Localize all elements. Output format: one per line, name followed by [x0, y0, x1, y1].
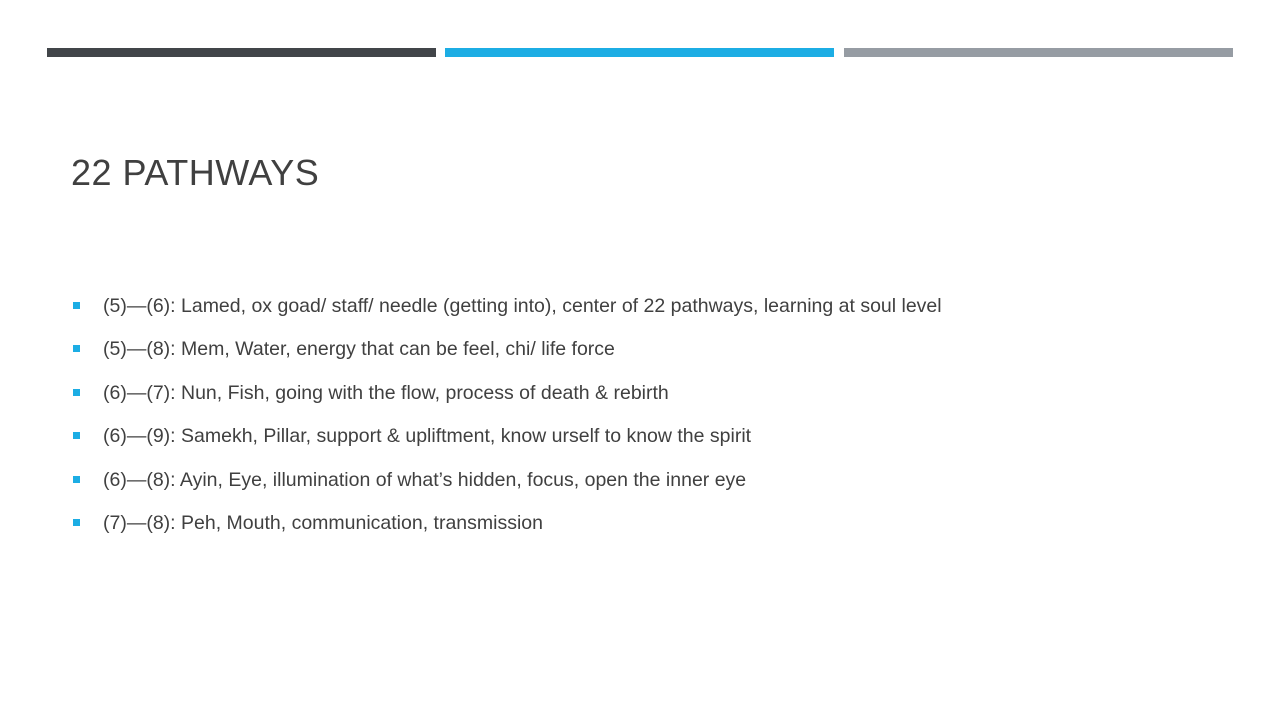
square-bullet-icon — [73, 302, 80, 309]
bullet-text: (6)—(9): Samekh, Pillar, support & upliftment, know urself to know the spirit — [103, 425, 752, 448]
bullet-item — [71, 380, 1211, 423]
bullet-list — [71, 293, 1211, 553]
slide-title: 22 PATHWAYS — [71, 152, 320, 193]
bullet-item — [71, 293, 1211, 336]
bullet-item — [71, 510, 1211, 553]
bullet-text: (5)—(6): Lamed, ox goad/ staff/ needle (getting into), center of 22 pathways, learning at soul level — [103, 295, 942, 317]
square-bullet-icon — [73, 519, 80, 526]
bullet-item — [71, 467, 1211, 510]
bullet-text: (6)—(7): Nun, Fish, going with the flow, process of death & rebirth — [103, 381, 669, 404]
square-bullet-icon — [73, 345, 80, 352]
square-bullet-icon — [73, 389, 80, 396]
accent-bar-gray — [844, 48, 1233, 57]
accent-bar-dark — [47, 48, 436, 57]
square-bullet-icon — [73, 432, 80, 439]
bullet-text: (7)—(8): Peh, Mouth, communication, transmission — [103, 511, 543, 534]
square-bullet-icon — [73, 476, 80, 483]
bullet-text: (6)—(8): Ayin, Eye, illumination of what’s hidden, focus, open the inner eye — [103, 468, 747, 491]
bullet-text: (5)—(8): Mem, Water, energy that can be feel, chi/ life force — [103, 338, 615, 361]
accent-bar-blue — [445, 48, 834, 57]
bullet-item — [71, 423, 1211, 466]
bullet-item — [71, 336, 1211, 379]
